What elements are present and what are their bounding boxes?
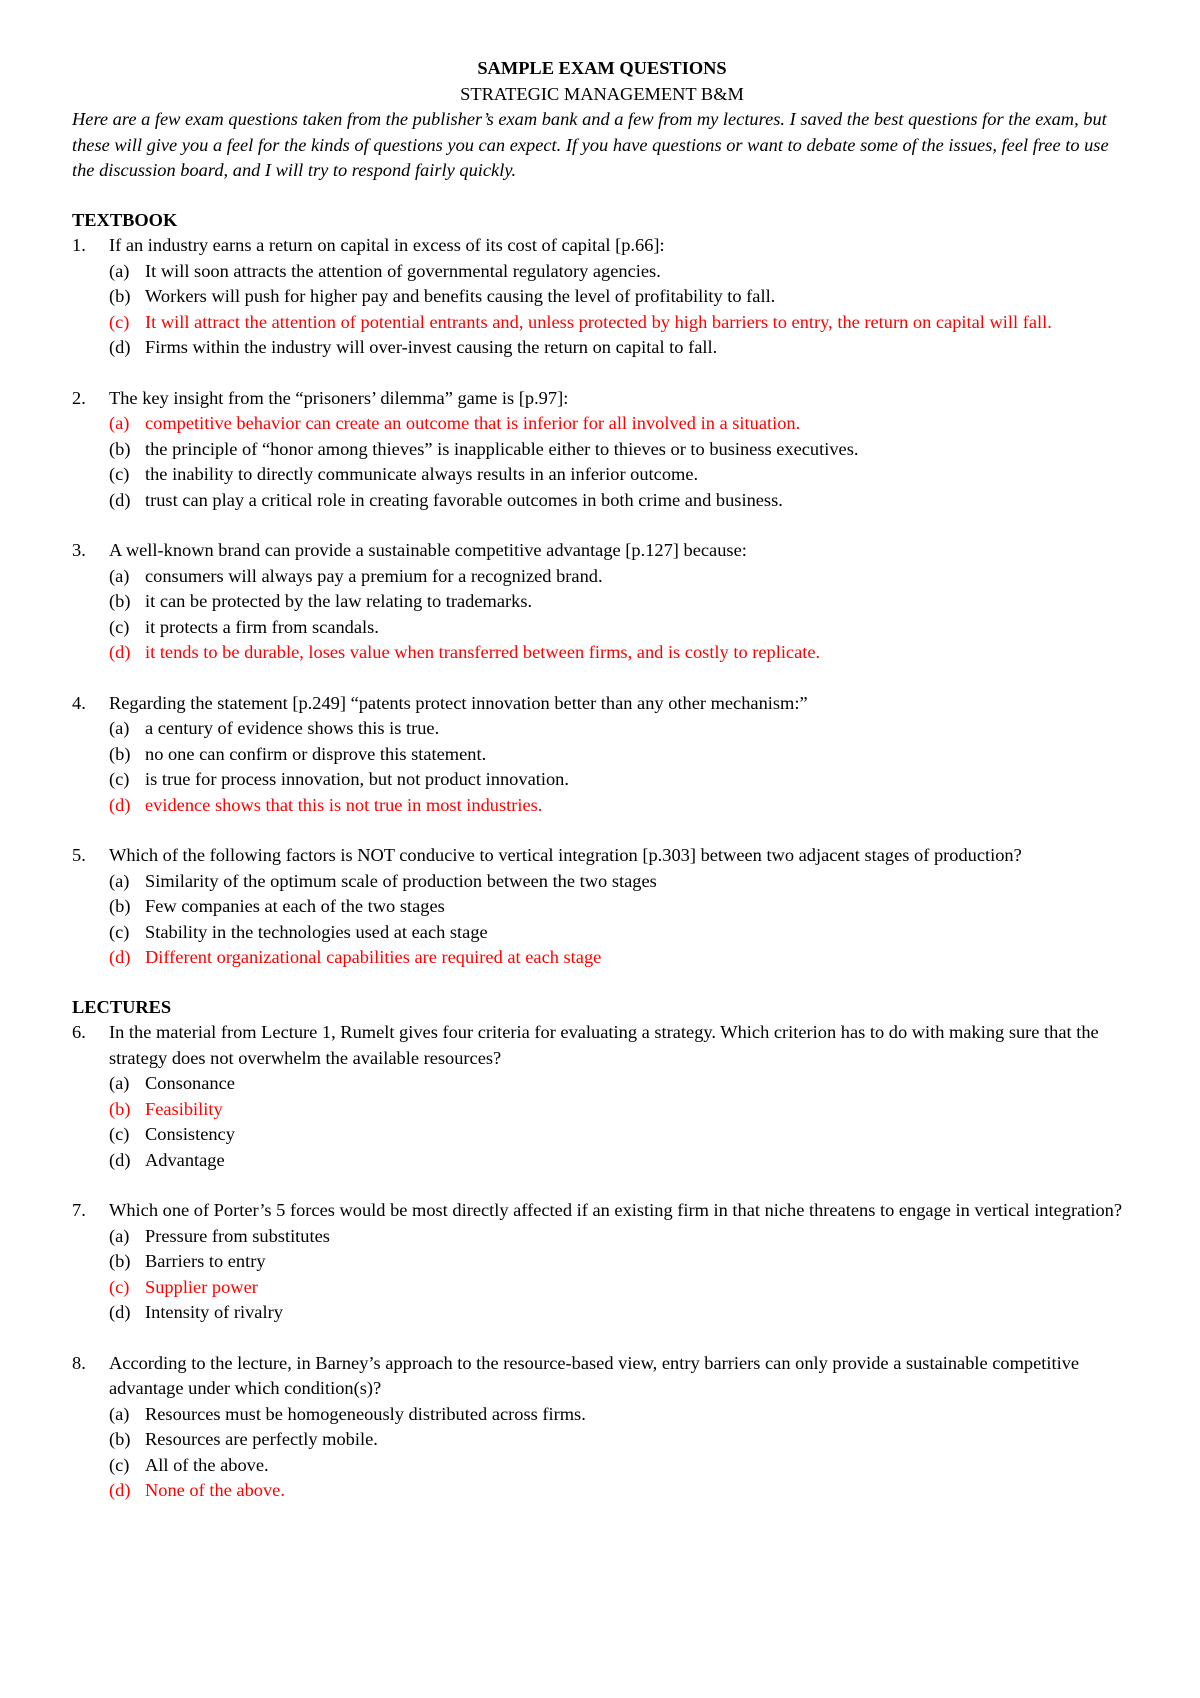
answer-option xyxy=(109,920,1132,946)
option-letter: (a) xyxy=(109,260,130,281)
option-text: is true for process innovation, but not product innovation. xyxy=(145,769,569,789)
option-letter: (c) xyxy=(109,1276,130,1297)
question-item xyxy=(72,538,1132,666)
option-text: the inability to directly communicate always results in an inferior outcome. xyxy=(145,464,699,484)
option-letter: (c) xyxy=(109,464,130,484)
exam-document xyxy=(72,56,1132,1504)
answer-options xyxy=(109,1071,1132,1173)
option-text: Workers will push for higher pay and benefits causing the level of profitability to fall. xyxy=(145,286,776,306)
intro-paragraph: Here are a few exam questions taken from the publisher’s exam bank and a few from my lectures. I saved the best questions for the exam, but these will give you a feel for the kinds of questions you can expect. If you have questions or want to debate some of the issues, feel free to use the discussion board, and I will try to respond fairly quickly. xyxy=(72,109,1109,180)
option-letter: (d) xyxy=(109,794,131,815)
option-letter: (b) xyxy=(109,1251,131,1271)
option-text: Advantage xyxy=(145,1149,225,1170)
section-heading: TEXTBOOK xyxy=(72,209,178,230)
option-text: Barriers to entry xyxy=(145,1251,266,1271)
question-item xyxy=(72,691,1132,819)
option-letter: (d) xyxy=(109,489,131,510)
option-letter: (b) xyxy=(109,591,131,611)
option-text: None of the above. xyxy=(145,1480,285,1500)
answer-option xyxy=(109,1148,1132,1174)
question-text: The key insight from the “prisoners’ dilemma” game is [p.97]: xyxy=(109,387,569,408)
answer-option xyxy=(109,437,1132,463)
question-number: 3. xyxy=(72,540,86,560)
question-number: 2. xyxy=(72,387,86,408)
option-text: Firms within the industry will over-invest causing the return on capital to fall. xyxy=(145,337,718,357)
answer-option xyxy=(109,716,1132,742)
answer-options xyxy=(109,564,1132,666)
answer-option xyxy=(109,462,1132,488)
answer-option-correct xyxy=(109,1097,1132,1123)
question-number: 5. xyxy=(72,845,86,865)
document-subtitle: STRATEGIC MANAGEMENT B&M xyxy=(460,83,744,104)
question-item xyxy=(72,233,1132,361)
answer-option xyxy=(109,1224,1132,1250)
option-text: Similarity of the optimum scale of production between the two stages xyxy=(145,870,657,891)
option-letter: (a) xyxy=(109,1225,130,1246)
option-letter: (a) xyxy=(109,718,130,738)
option-text: Different organizational capabilities are required at each stage xyxy=(145,947,602,967)
answer-options xyxy=(109,411,1132,513)
answer-option xyxy=(109,488,1132,514)
answer-option xyxy=(109,259,1132,285)
option-text: It will soon attracts the attention of governmental regulatory agencies. xyxy=(145,260,661,281)
option-letter: (c) xyxy=(109,769,130,789)
document-title: SAMPLE EXAM QUESTIONS xyxy=(477,58,727,78)
answer-option-correct xyxy=(109,411,1132,437)
answer-option-correct xyxy=(109,310,1132,336)
question-number: 1. xyxy=(72,235,86,255)
option-letter: (a) xyxy=(109,565,130,586)
section-heading: LECTURES xyxy=(72,996,172,1017)
option-text: no one can confirm or disprove this statement. xyxy=(145,743,487,764)
answer-option xyxy=(109,869,1132,895)
option-letter: (b) xyxy=(109,743,131,764)
answer-option xyxy=(109,615,1132,641)
option-text: Feasibility xyxy=(145,1098,223,1119)
option-letter: (a) xyxy=(109,413,130,433)
question-text: A well-known brand can provide a sustainable competitive advantage [p.127] because: xyxy=(109,540,747,560)
answer-option xyxy=(109,1427,1132,1453)
option-text: Intensity of rivalry xyxy=(145,1302,283,1322)
question-text: Regarding the statement [p.249] “patents protect innovation better than any other mechanism:” xyxy=(109,692,808,713)
question-item xyxy=(72,1351,1132,1504)
option-text: consumers will always pay a premium for a recognized brand. xyxy=(145,565,603,586)
answer-option xyxy=(109,284,1132,310)
question-item xyxy=(72,386,1132,514)
answer-options xyxy=(109,716,1132,818)
option-letter: (d) xyxy=(109,1480,131,1500)
option-text: Stability in the technologies used at each stage xyxy=(145,921,488,942)
option-letter: (b) xyxy=(109,1429,131,1449)
option-letter: (c) xyxy=(109,311,130,332)
answer-options xyxy=(109,1224,1132,1326)
question-item xyxy=(72,1198,1132,1326)
option-letter: (c) xyxy=(109,921,130,942)
question-text: Which of the following factors is NOT conducive to vertical integration [p.303] between two adjacent stages of production? xyxy=(109,845,1022,865)
option-text: competitive behavior can create an outcome that is inferior for all involved in a situation. xyxy=(145,413,801,433)
answer-option xyxy=(109,894,1132,920)
option-letter: (b) xyxy=(109,896,131,916)
question-number: 4. xyxy=(72,692,86,713)
option-letter: (a) xyxy=(109,1073,130,1093)
question-text: In the material from Lecture 1, Rumelt gives four criteria for evaluating a strategy. Which criterion has to do with making sure that the strategy does not overwhelm the available resources? xyxy=(109,1022,1099,1068)
option-letter: (d) xyxy=(109,1149,131,1170)
option-text: Consistency xyxy=(145,1124,235,1144)
option-text: Resources must be homogeneously distributed across firms. xyxy=(145,1403,586,1424)
option-letter: (c) xyxy=(109,616,130,637)
question-text: According to the lecture, in Barney’s approach to the resource-based view, entry barriers can only provide a sustainable competitive advantage under which condition(s)? xyxy=(109,1352,1080,1398)
answer-options xyxy=(109,259,1132,361)
option-text: evidence shows that this is not true in most industries. xyxy=(145,794,543,815)
option-letter: (b) xyxy=(109,286,131,306)
option-letter: (d) xyxy=(109,1302,131,1322)
option-letter: (c) xyxy=(109,1124,130,1144)
answer-option xyxy=(109,1249,1132,1275)
question-list xyxy=(72,1020,1132,1504)
answer-option-correct xyxy=(109,1478,1132,1504)
answer-option xyxy=(109,1071,1132,1097)
option-text: it tends to be durable, loses value when transferred between firms, and is costly to replicate. xyxy=(145,642,821,662)
option-letter: (a) xyxy=(109,870,130,891)
answer-option xyxy=(109,589,1132,615)
question-number: 8. xyxy=(72,1352,86,1373)
option-text: a century of evidence shows this is true. xyxy=(145,718,440,738)
answer-option xyxy=(109,767,1132,793)
question-text: Which one of Porter’s 5 forces would be most directly affected if an existing firm in that niche threatens to engage in vertical integration? xyxy=(109,1200,1123,1220)
option-text: It will attract the attention of potential entrants and, unless protected by high barriers to entry, the return on capital will fall. xyxy=(145,311,1052,332)
option-text: trust can play a critical role in creating favorable outcomes in both crime and business. xyxy=(145,489,783,510)
answer-option xyxy=(109,1402,1132,1428)
question-list xyxy=(72,233,1132,971)
option-text: Supplier power xyxy=(145,1276,258,1297)
answer-option xyxy=(109,1453,1132,1479)
question-number: 7. xyxy=(72,1200,86,1220)
question-item xyxy=(72,1020,1132,1173)
answer-option-correct xyxy=(109,640,1132,666)
option-letter: (b) xyxy=(109,1098,131,1119)
question-number: 6. xyxy=(72,1022,86,1042)
option-text: Few companies at each of the two stages xyxy=(145,896,445,916)
answer-option xyxy=(109,564,1132,590)
option-letter: (d) xyxy=(109,947,131,967)
answer-option xyxy=(109,1122,1132,1148)
answer-options xyxy=(109,869,1132,971)
option-text: the principle of “honor among thieves” is inapplicable either to thieves or to business executives. xyxy=(145,438,859,459)
answer-options xyxy=(109,1402,1132,1504)
option-letter: (d) xyxy=(109,337,131,357)
question-text: If an industry earns a return on capital in excess of its cost of capital [p.66]: xyxy=(109,235,665,255)
option-letter: (c) xyxy=(109,1454,130,1475)
option-text: Consonance xyxy=(145,1073,235,1093)
option-text: Pressure from substitutes xyxy=(145,1225,330,1246)
sections-container xyxy=(72,208,1132,1504)
option-letter: (a) xyxy=(109,1403,130,1424)
answer-option-correct xyxy=(109,1275,1132,1301)
answer-option-correct xyxy=(109,945,1132,971)
option-text: Resources are perfectly mobile. xyxy=(145,1429,378,1449)
option-letter: (b) xyxy=(109,438,131,459)
answer-option-correct xyxy=(109,793,1132,819)
option-letter: (d) xyxy=(109,642,131,662)
answer-option xyxy=(109,742,1132,768)
answer-option xyxy=(109,1300,1132,1326)
answer-option xyxy=(109,335,1132,361)
option-text: it can be protected by the law relating to trademarks. xyxy=(145,591,533,611)
question-item xyxy=(72,843,1132,971)
option-text: it protects a firm from scandals. xyxy=(145,616,379,637)
option-text: All of the above. xyxy=(145,1454,269,1475)
